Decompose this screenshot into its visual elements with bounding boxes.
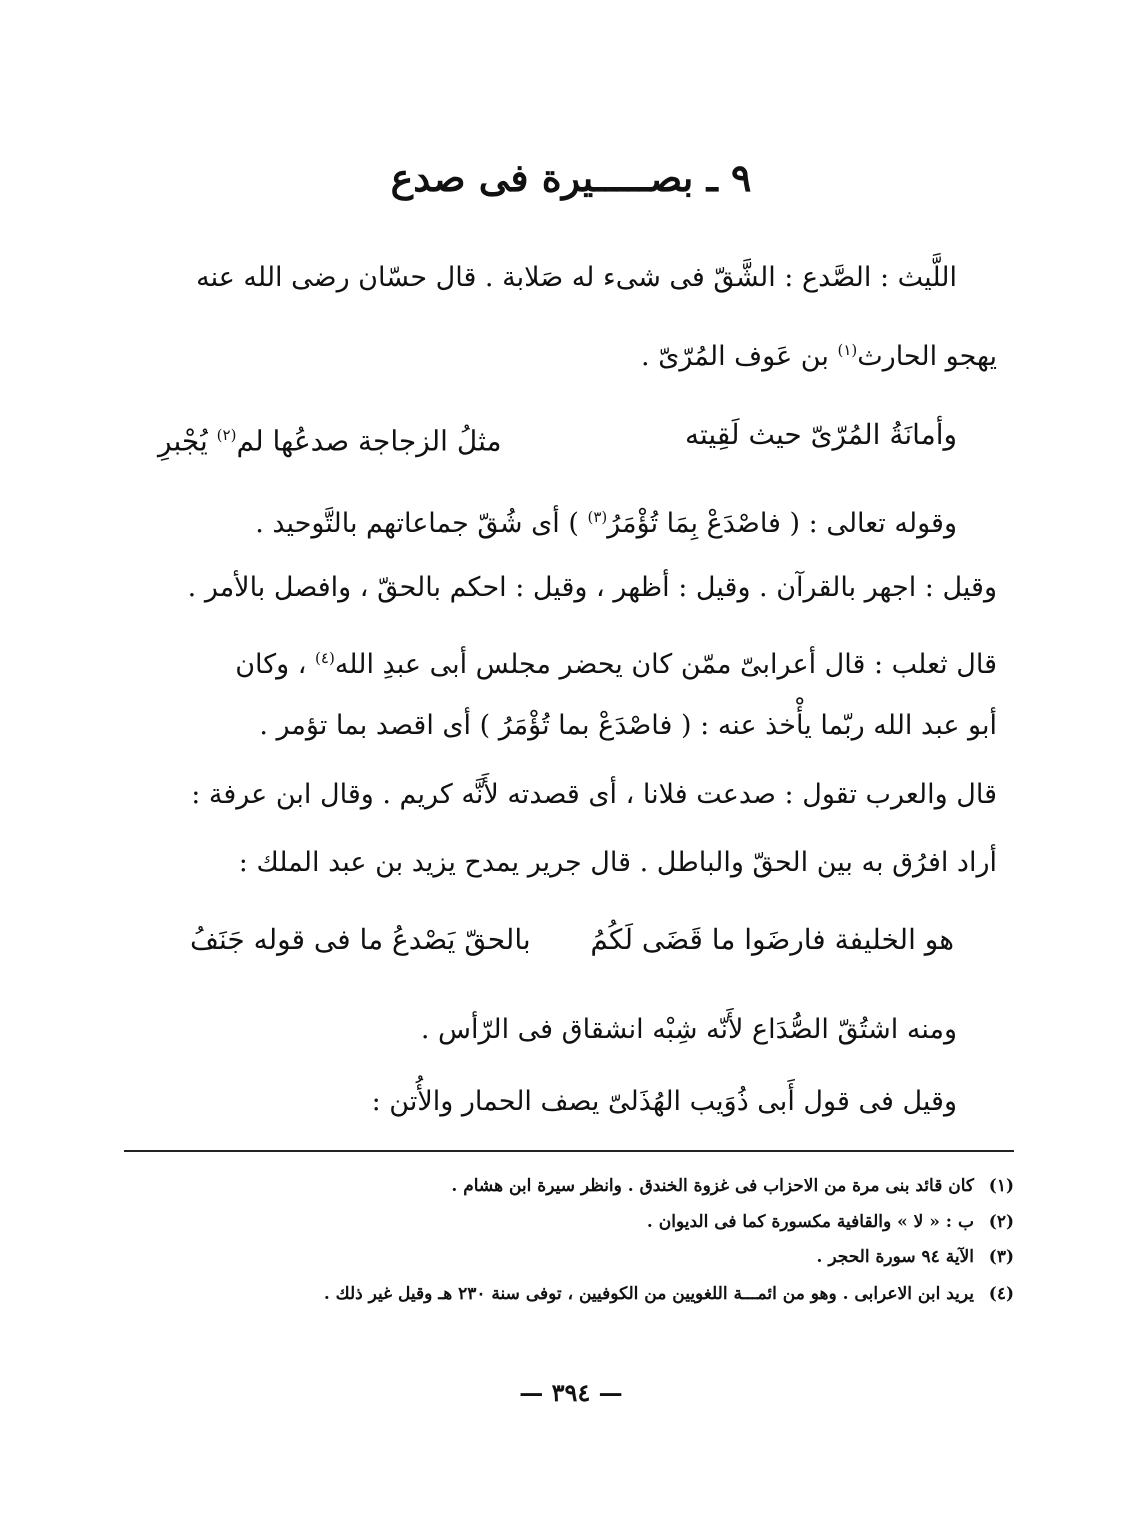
footnote-1 bbox=[134, 1172, 1014, 1200]
body-line-9: ومنه اشتُقّ الصُّدَاع لأَنّه شِبْه انشقاق فى الرّأس . bbox=[420, 1014, 957, 1045]
body-line-2-b: بن عَوف المُرّىّ . bbox=[641, 341, 838, 372]
body-line-5-a: قال ثعلب : قال أعرابىّ ممّن كان يحضر مجلس أبى عبدِ الله bbox=[334, 649, 997, 680]
footnote-3 bbox=[134, 1243, 1014, 1271]
footnote-4 bbox=[134, 1280, 1014, 1308]
footnote-ref-2: (٢) bbox=[216, 426, 237, 444]
verse-1-second-a: مثلُ الزجاجة صدعُها لم bbox=[236, 424, 502, 458]
body-line-5-b: ، وكان bbox=[235, 649, 316, 680]
footnote-ref-3: (٣) bbox=[587, 508, 608, 526]
body-line-1: اللَّيث : الصَّدع : الشَّقّ فى شىء له صَلابة . قال حسّان رضى الله عنه bbox=[196, 262, 957, 293]
page-number: — ٣٩٤ — bbox=[519, 1378, 623, 1407]
verse-1-second-b: يُجْبرِ bbox=[158, 424, 217, 458]
verse-2-first-hemistich: هو الخليفة فارضَوا ما قَضَى لَكُمُ bbox=[590, 923, 954, 956]
body-line-8: أراد افرُق به بين الحقّ والباطل . قال جرير يمدح يزيد بن عبد الملك : bbox=[238, 847, 997, 878]
footnote-ref-4: (٤) bbox=[315, 649, 335, 667]
body-line-3 bbox=[97, 497, 957, 544]
footnote-ref-1: (١) bbox=[837, 341, 858, 359]
footnote-2-number: (٢) bbox=[988, 1212, 1014, 1232]
footnote-1-number: (١) bbox=[988, 1176, 1014, 1196]
body-line-3-b: ) أى شُقّ جماعاتهم بالتَّوحيد . bbox=[255, 508, 588, 539]
verse-2-second-hemistich: بالحقّ يَصْدعُ ما فى قوله جَنَفُ bbox=[190, 923, 531, 956]
footnote-4-text: يريد ابن الاعرابى . وهو من ائمـــة اللغويين من الكوفيين ، توفى سنة ٢٣٠ هـ وقيل غير ذلك . bbox=[323, 1284, 974, 1304]
body-line-2-a: يهجو الحارث bbox=[857, 341, 997, 372]
body-line-5 bbox=[137, 638, 997, 685]
verse-1-second-hemistich bbox=[158, 415, 502, 461]
footnote-3-number: (٣) bbox=[988, 1247, 1014, 1267]
verse-1-first-hemistich: وأمانَةُ المُرّىّ حيث لَقِيته bbox=[684, 418, 957, 451]
body-line-4: وقيل : اجهر بالقرآن . وقيل : أظهر ، وقيل : احكم بالحقّ ، وافصل بالأمر . bbox=[187, 572, 997, 603]
body-line-2 bbox=[137, 330, 997, 377]
footnote-2 bbox=[134, 1208, 1014, 1236]
footnote-separator bbox=[124, 1150, 1014, 1152]
body-line-7: قال والعرب تقول : صدعت فلانا ، أى قصدته لأَنَّه كريم . وقال ابن عرفة : bbox=[191, 779, 997, 810]
body-line-10: وقيل فى قول أَبى ذُوَيب الهُذَلىّ يصف الحمار والأُتن : bbox=[371, 1086, 957, 1117]
footnote-3-text: الآية ٩٤ سورة الحجر . bbox=[816, 1247, 974, 1267]
footnote-1-text: كان قائد بنى مرة من الاحزاب فى غزوة الخندق . وانظر سيرة ابن هشام . bbox=[451, 1176, 974, 1196]
footnote-4-number: (٤) bbox=[988, 1284, 1014, 1304]
footnote-2-text: ب : « لا » والقافية مكسورة كما فى الديوان . bbox=[646, 1212, 974, 1232]
body-line-6: أبو عبد الله ربّما يأْخذ عنه : ( فاصْدَعْ بما تُؤْمَرُ ) أى اقصد بما تؤمر . bbox=[259, 710, 997, 741]
body-line-3-a: وقوله تعالى : ( فاصْدَعْ بِمَا تُؤْمَرُ bbox=[607, 508, 957, 539]
section-title: ٩ ـ بصـــــيرة فى صدع bbox=[390, 155, 752, 200]
